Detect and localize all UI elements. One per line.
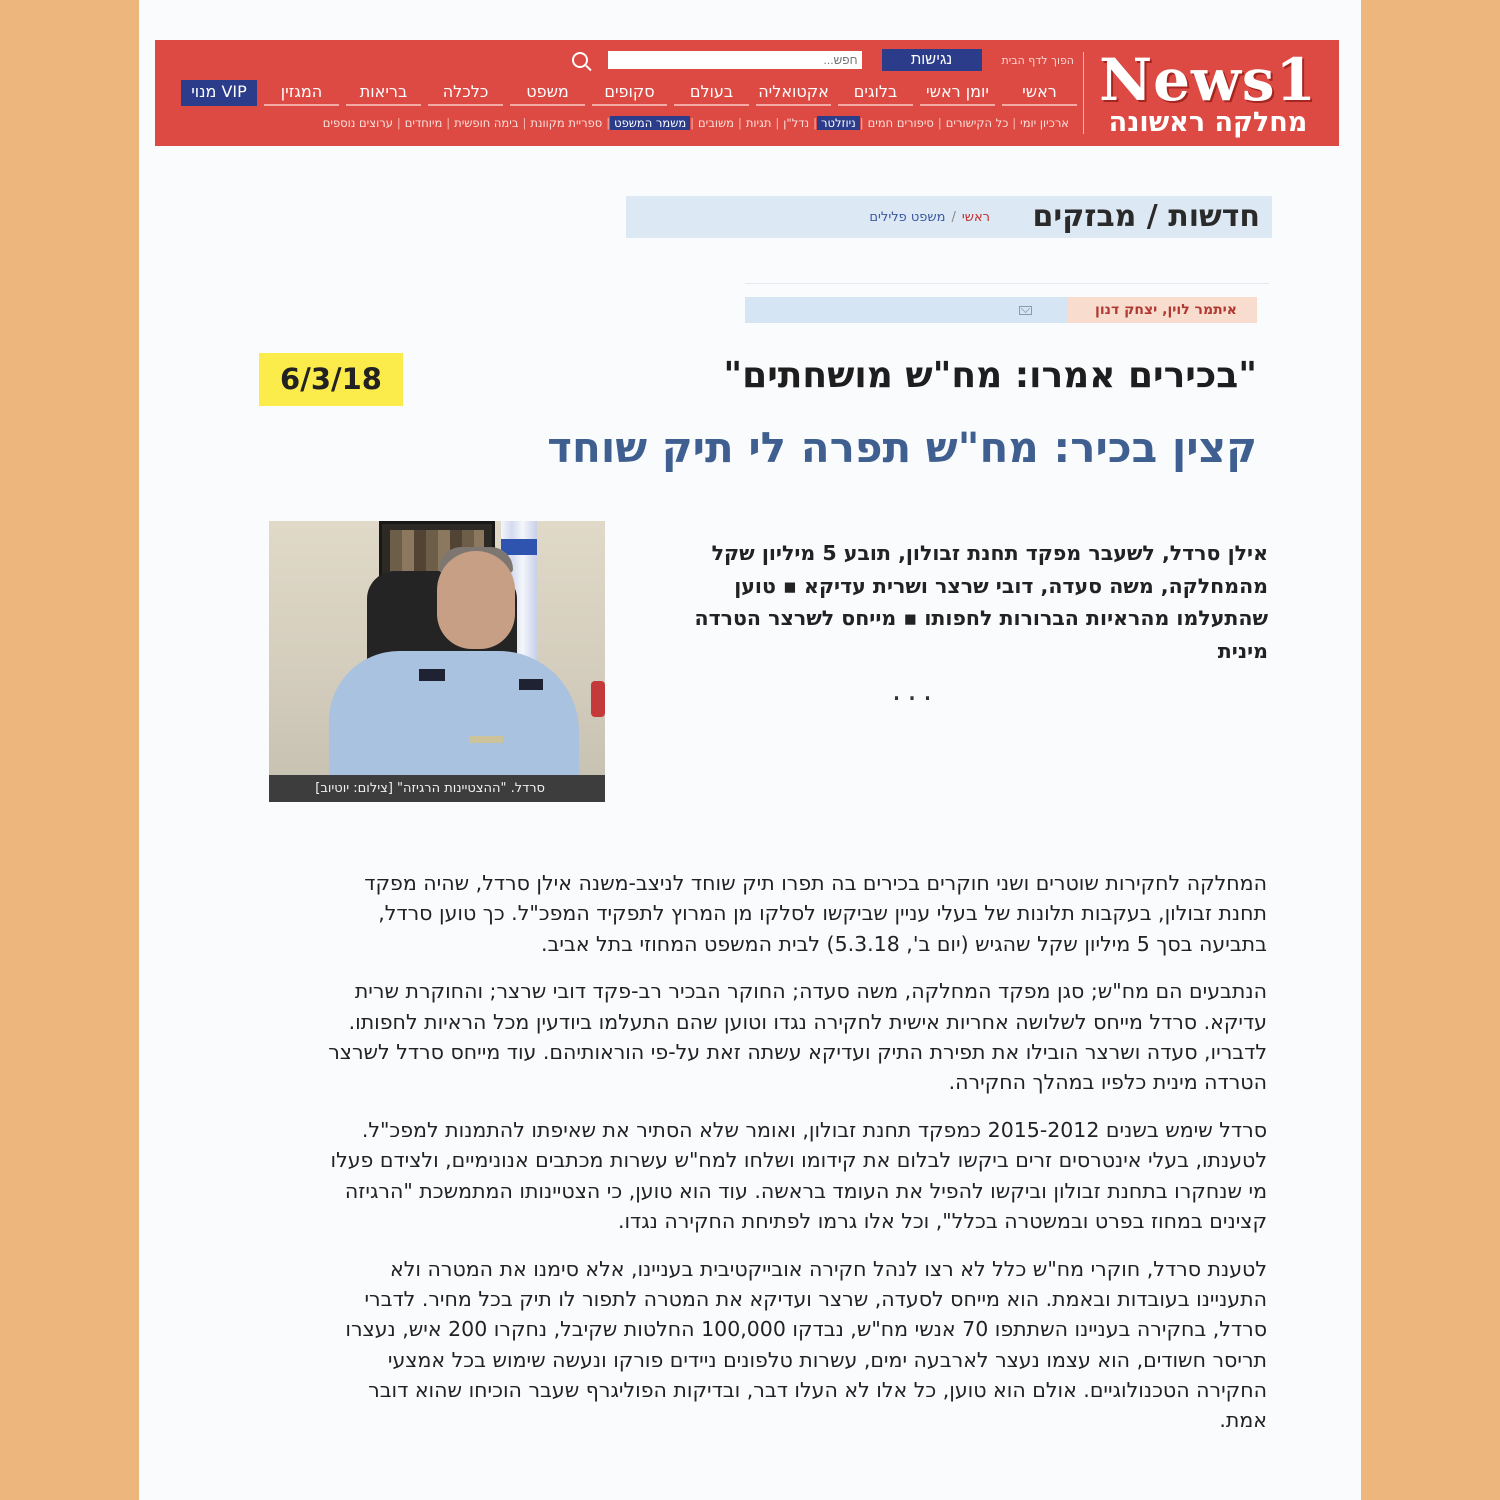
nav-item-daily-log[interactable]: יומן ראשי (920, 80, 995, 106)
photo-caption: סרדל. "ההצטיינות הרגיזה" [צילום: יוטיוב] (269, 775, 605, 802)
search-icon[interactable] (572, 52, 588, 68)
site-logo[interactable] (1099, 48, 1317, 138)
logo-sub-text: מחלקה ראשונה (1108, 107, 1308, 138)
subnav-divider: | (937, 116, 942, 130)
article-paragraph: סרדל שימש בשנים 2015-2012 כמפקד תחנת זבולון, ואומר שלא הסתיר את שאיפתו להתמנות למפכ"ל. לטענתו, בעלי אינטרסים זרים ביקשו לבלום את קידומו ושלחו למח"ש עשרות מכתבים אנונימיים, ולצידם פעלו מי שנחקרו בתחנת זבולון וביקשו להפיל את העומד בראשה. עוד הוא טוען, כי הצטיינותו המתמשכת "הרגיזה קצינים במחוז בפרט ובמשטרה בכלל", וכל אלו גרמו לפתיחת החקירה נגדו. (330, 1118, 1267, 1233)
divider (745, 283, 1269, 284)
subnav-divider: | (813, 116, 818, 130)
subnav-all-links[interactable]: כל הקישורים (945, 116, 1009, 130)
subnav-more-channels[interactable]: ערוצים נוספים (322, 116, 393, 130)
article-lead: אילן סרדל, לשעבר מפקד תחנת זבולון, תובע 5 מיליון שקל מהמחלקה, משה סעדה, דובי שרצר ושרית עדיקא ▪ טוען שהתעלמו מהראיות הברורות לחפותו ▪ מייחס לשרצר הטרדה מינית (694, 541, 1268, 663)
subnav-divider: | (690, 116, 695, 130)
subnav-divider: | (396, 116, 401, 130)
photo-uniform (329, 651, 579, 791)
section-header (626, 196, 1272, 238)
subnav-real-estate[interactable]: נדל"ן (783, 116, 810, 130)
article-headline: קצין בכיר: מח"ש תפרה לי תיק שוחד (547, 423, 1257, 472)
subnav-hot-stories[interactable]: סיפורים חמים (867, 116, 934, 130)
subnav-newsletter[interactable]: ניוזלטר (817, 116, 860, 130)
subnav-daily-archive[interactable]: ארכיון יומי (1020, 116, 1069, 130)
ellipsis-marker: ... (891, 673, 939, 708)
nav-item-world[interactable]: בעולם (674, 80, 749, 106)
subnav-divider: | (737, 116, 742, 130)
article-paragraph: הנתבעים הם מח"ש; סגן מפקד המחלקה, משה סעדה; החוקר הבכיר רב-פקד דובי שרצר; והחוקרת שרית עדיקא. סרדל מייחס לשלושה אחריות אישית לחקירה נגדו וטוען שהם התעלמו ביודעין מכל הראיות לחפותו. לדבריו, סעדה ושרצר הובילו את תפירת התיק ועדיקא עשתה זאת על-פי הוראותיהם. עוד מייחס סרדל לשרצר הטרדה מינית כלפיו במהלך החקירה. (328, 979, 1267, 1095)
subnav-feedback[interactable]: משובים (698, 116, 734, 130)
set-homepage-link[interactable]: הפוך לדף הבית (1001, 53, 1074, 67)
nav-item-health[interactable]: בריאות (346, 80, 421, 106)
search-input[interactable] (608, 51, 862, 69)
article-paragraph: המחלקה לחקירות שוטרים ושני חוקרים בכירים בה תפרו תיק שוחד לניצב-משנה אילן סרדל, שהיה מפקד תחנת זבולון, בעקבות תלונות של בעלי עניין שביקשו לסלקו מן המרוץ לתפקיד המפכ"ל. כך טוען סרדל, בתביעה בסך 5 מיליון שקל שהגיש (יום ב', 5.3.18) לבית המשפט המחוזי בתל אביב. (364, 871, 1267, 956)
breadcrumb-separator: / (951, 210, 956, 225)
main-nav (181, 80, 1077, 106)
logo-main-text: News1 (1099, 46, 1317, 114)
section-title: חדשות / מבזקים (1032, 199, 1260, 234)
subnav-specials[interactable]: מיוחדים (404, 116, 443, 130)
author-byline: איתמר לוין, יצחק דנון (1067, 297, 1257, 323)
subnav-tags[interactable]: תגיות (745, 116, 772, 130)
article-paragraph: לטענת סרדל, חוקרי מח"ש כלל לא רצו לנהל חקירה אובייקטיבית בעניינו, אלא סימנו את המטרה ולא התעניינו בעובדות ובאמת. הוא מייחס לסעדה, שרצר ועדיקא את המטרה לתפור לו תיק בכל מחיר. לדברי סרדל, בחקירה בעניינו השתתפו 70 אנשי מח"ש, נבדקו 100,000 החלטות שקיבל, נחקרו 200 איש, נעצרו תריסר חשודים, הוא עצמו נעצר לארבעה ימים, עשרות טלפונים ניידים פורקו ונעשה שימוש בכל אמצעי החקירה הטכנולוגיים. אולם הוא טוען, כל אלו לא העלו דבר, ובדיקות הפוליגרף שעבר הוכיחו שהוא דובר אמת. (345, 1256, 1267, 1433)
subnav-law-watch[interactable]: משמר המשפט (610, 116, 690, 130)
nav-item-law[interactable]: משפט (510, 80, 585, 106)
article-body (317, 868, 1267, 1453)
breadcrumb-current[interactable]: משפט פלילים (869, 210, 946, 225)
logo-divider (1083, 52, 1084, 134)
nav-item-economy[interactable]: כלכלה (428, 80, 503, 106)
accessibility-button[interactable]: נגישות (882, 49, 982, 71)
subnav-divider: | (522, 116, 527, 130)
subnav-divider: | (775, 116, 780, 130)
subnav-free-stage[interactable]: בימה חופשית (454, 116, 519, 130)
article-kicker: "בכירים אמרו: מח"ש מושחתים" (723, 355, 1257, 396)
subnav-divider: | (859, 116, 864, 130)
nav-item-blogs[interactable]: בלוגים (838, 80, 913, 106)
breadcrumb (869, 210, 990, 225)
subnav-divider: | (446, 116, 451, 130)
nav-item-current-affairs[interactable]: אקטואליה (756, 80, 831, 106)
photo-face (437, 551, 515, 649)
date-highlight: 6/3/18 (259, 353, 403, 406)
header-toolbar (566, 49, 1074, 71)
article-photo (269, 521, 605, 802)
email-icon[interactable] (1019, 306, 1032, 315)
subnav-divider: | (1012, 116, 1017, 130)
byline-bar (745, 297, 1257, 323)
photo-name-tag (469, 736, 503, 743)
photo-rank-insignia (419, 669, 445, 681)
photo-microphone (591, 681, 605, 717)
nav-item-scoops[interactable]: סקופים (592, 80, 667, 106)
subnav-divider: | (606, 116, 611, 130)
sub-nav (319, 116, 1073, 130)
breadcrumb-home[interactable]: ראשי (961, 210, 990, 225)
nav-item-home[interactable]: ראשי (1002, 80, 1077, 106)
subnav-online-library[interactable]: ספריית מקוונת (530, 116, 603, 130)
site-header (155, 40, 1339, 146)
nav-item-magazine[interactable]: המגזין (264, 80, 339, 106)
nav-item-vip[interactable]: VIP מנוי (181, 80, 257, 106)
photo-rank-insignia (519, 679, 543, 690)
